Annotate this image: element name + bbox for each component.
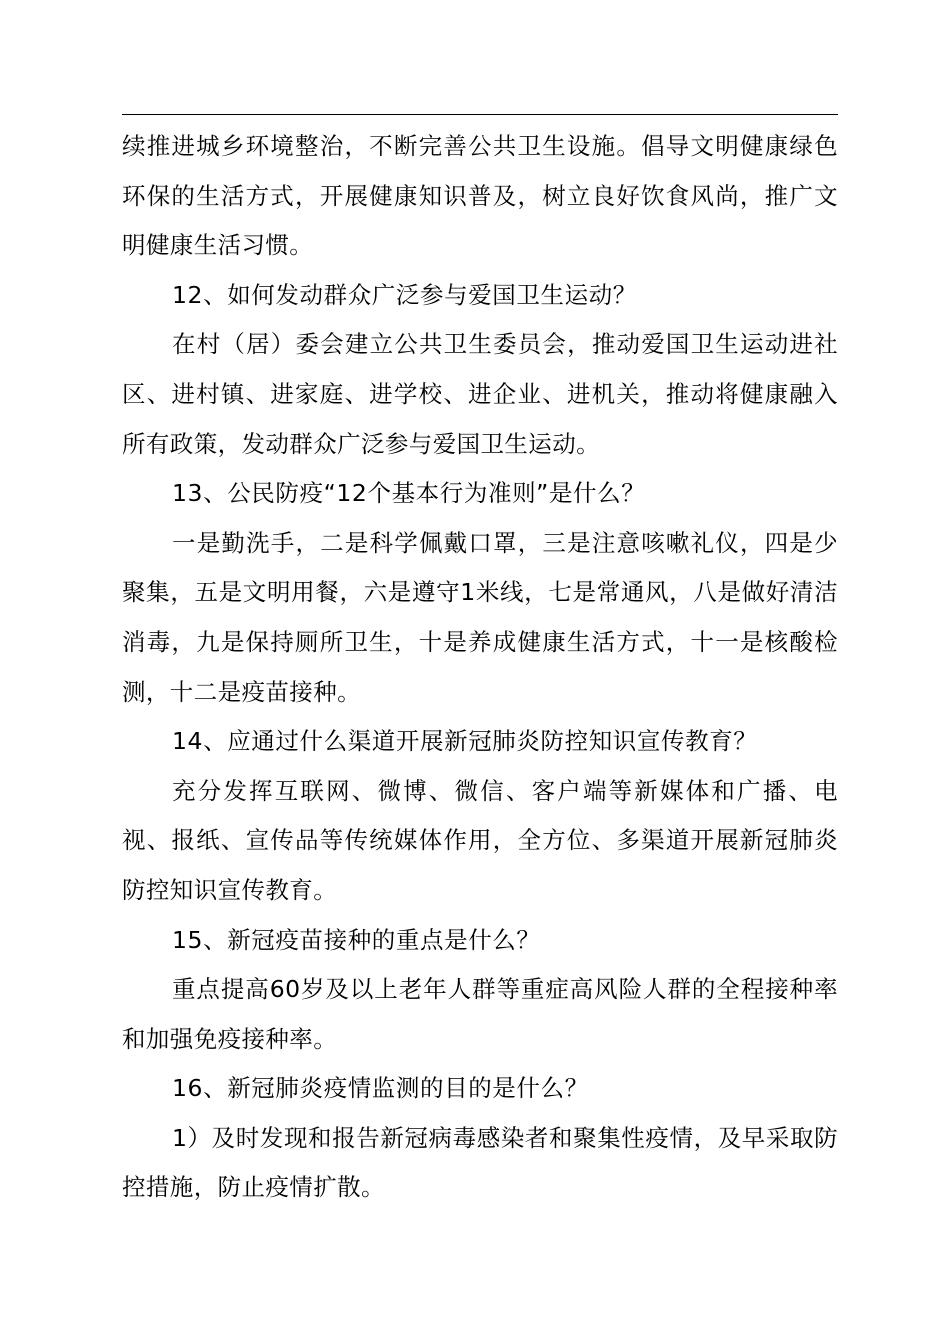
question-16: 16、新冠肺炎疫情监测的目的是什么？	[172, 1074, 589, 1103]
answer-12: 在村（居）委会建立公共卫生委员会，推动爱国卫生运动进社区、进村镇、进家庭、进学校、进企业、进机关，推动将健康融入所有政策，发动群众广泛参与爱国卫生运动。	[122, 330, 838, 458]
question-14: 14、应通过什么渠道开展新冠肺炎防控知识宣传教育？	[172, 727, 758, 756]
answer-15: 重点提高60岁及以上老年人群等重症高风险人群的全程接种率和加强免疫接种率。	[122, 975, 838, 1053]
question-13: 13、公民防疫“12个基本行为准则”是什么？	[172, 479, 646, 508]
question-15: 15、新冠疫苗接种的重点是什么？	[172, 925, 541, 954]
answer-13: 一是勤洗手，二是科学佩戴口罩，三是注意咳嗽礼仪，四是少聚集，五是文明用餐，六是遵守1米线，七是常通风，八是做好清洁消毒，九是保持厕所卫生，十是养成健康生活方式，十一是核酸检测，十二是疫苗接种。	[122, 528, 838, 706]
paragraph-continuation: 续推进城乡环境整治，不断完善公共卫生设施。倡导文明健康绿色环保的生活方式，开展健康知识普及，树立良好饮食风尚，推广文明健康生活习惯。	[122, 132, 838, 260]
question-12: 12、如何发动群众广泛参与爱国卫生运动？	[172, 280, 637, 309]
answer-14: 充分发挥互联网、微博、微信、客户端等新媒体和广播、电视、报纸、宣传品等传统媒体作用，全方位、多渠道开展新冠肺炎防控知识宣传教育。	[122, 776, 838, 904]
header-rule	[122, 114, 838, 115]
answer-16: 1）及时发现和报告新冠病毒感染者和聚集性疫情，及早采取防控措施，防止疫情扩散。	[122, 1123, 838, 1202]
document-body	[122, 122, 838, 1213]
